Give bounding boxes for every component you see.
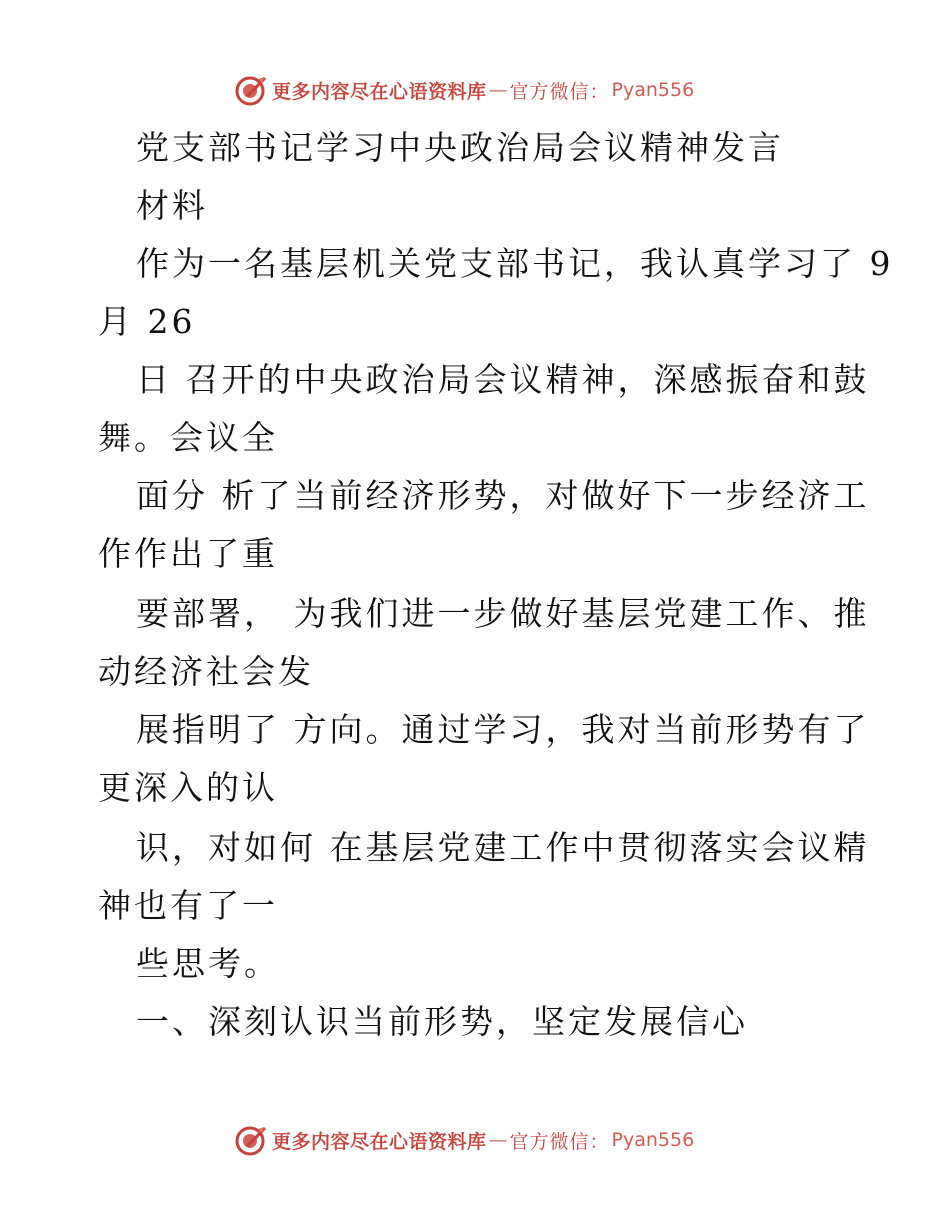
- paragraph-line: 神也有了一: [98, 886, 278, 925]
- quill-circle-icon: [234, 1123, 268, 1157]
- paragraph-line: 动经济社会发: [98, 652, 314, 691]
- document-title-line-2: 材料: [136, 186, 208, 225]
- footer-dash: —: [488, 1129, 508, 1151]
- paragraph-line: 要部署， 为我们进一步做好基层党建工作、推: [136, 594, 870, 633]
- paragraph-line: 作为一名基层机关党支部书记，我认真学习了 9: [136, 244, 894, 283]
- paragraph-line: 日 召开的中央政治局会议精神，深感振奋和鼓: [136, 360, 870, 399]
- footer-contact-id: Pyan556: [611, 1129, 695, 1151]
- paragraph-line: 识，对如何 在基层党建工作中贯彻落实会议精: [136, 828, 870, 867]
- paragraph-line: 更深入的认: [98, 768, 278, 807]
- header-contact-id: Pyan556: [611, 79, 695, 101]
- footer-brand: 更多内容尽在心语资料库: [272, 1130, 487, 1153]
- quill-circle-icon: [234, 73, 268, 107]
- paragraph-line: 作作出了重: [98, 534, 278, 573]
- section-heading: 一、深刻认识当前形势，坚定发展信心: [136, 1002, 748, 1041]
- header-banner: [234, 72, 734, 108]
- paragraph-line: 舞。会议全: [98, 418, 278, 457]
- paragraph-line: 面分 析了当前经济形势，对做好下一步经济工: [136, 476, 870, 515]
- header-dash: —: [488, 79, 508, 101]
- footer-banner: [234, 1122, 734, 1158]
- header-contact-label: 官方微信：: [509, 80, 610, 103]
- header-brand: 更多内容尽在心语资料库: [272, 80, 487, 103]
- footer-contact-label: 官方微信：: [509, 1130, 610, 1153]
- paragraph-line: 些思考。: [136, 944, 280, 983]
- paragraph-line: 展指明了 方向。通过学习，我对当前形势有了: [136, 710, 870, 749]
- paragraph-line: 月 26: [98, 302, 196, 341]
- document-title-line-1: 党支部书记学习中央政治局会议精神发言: [136, 128, 784, 167]
